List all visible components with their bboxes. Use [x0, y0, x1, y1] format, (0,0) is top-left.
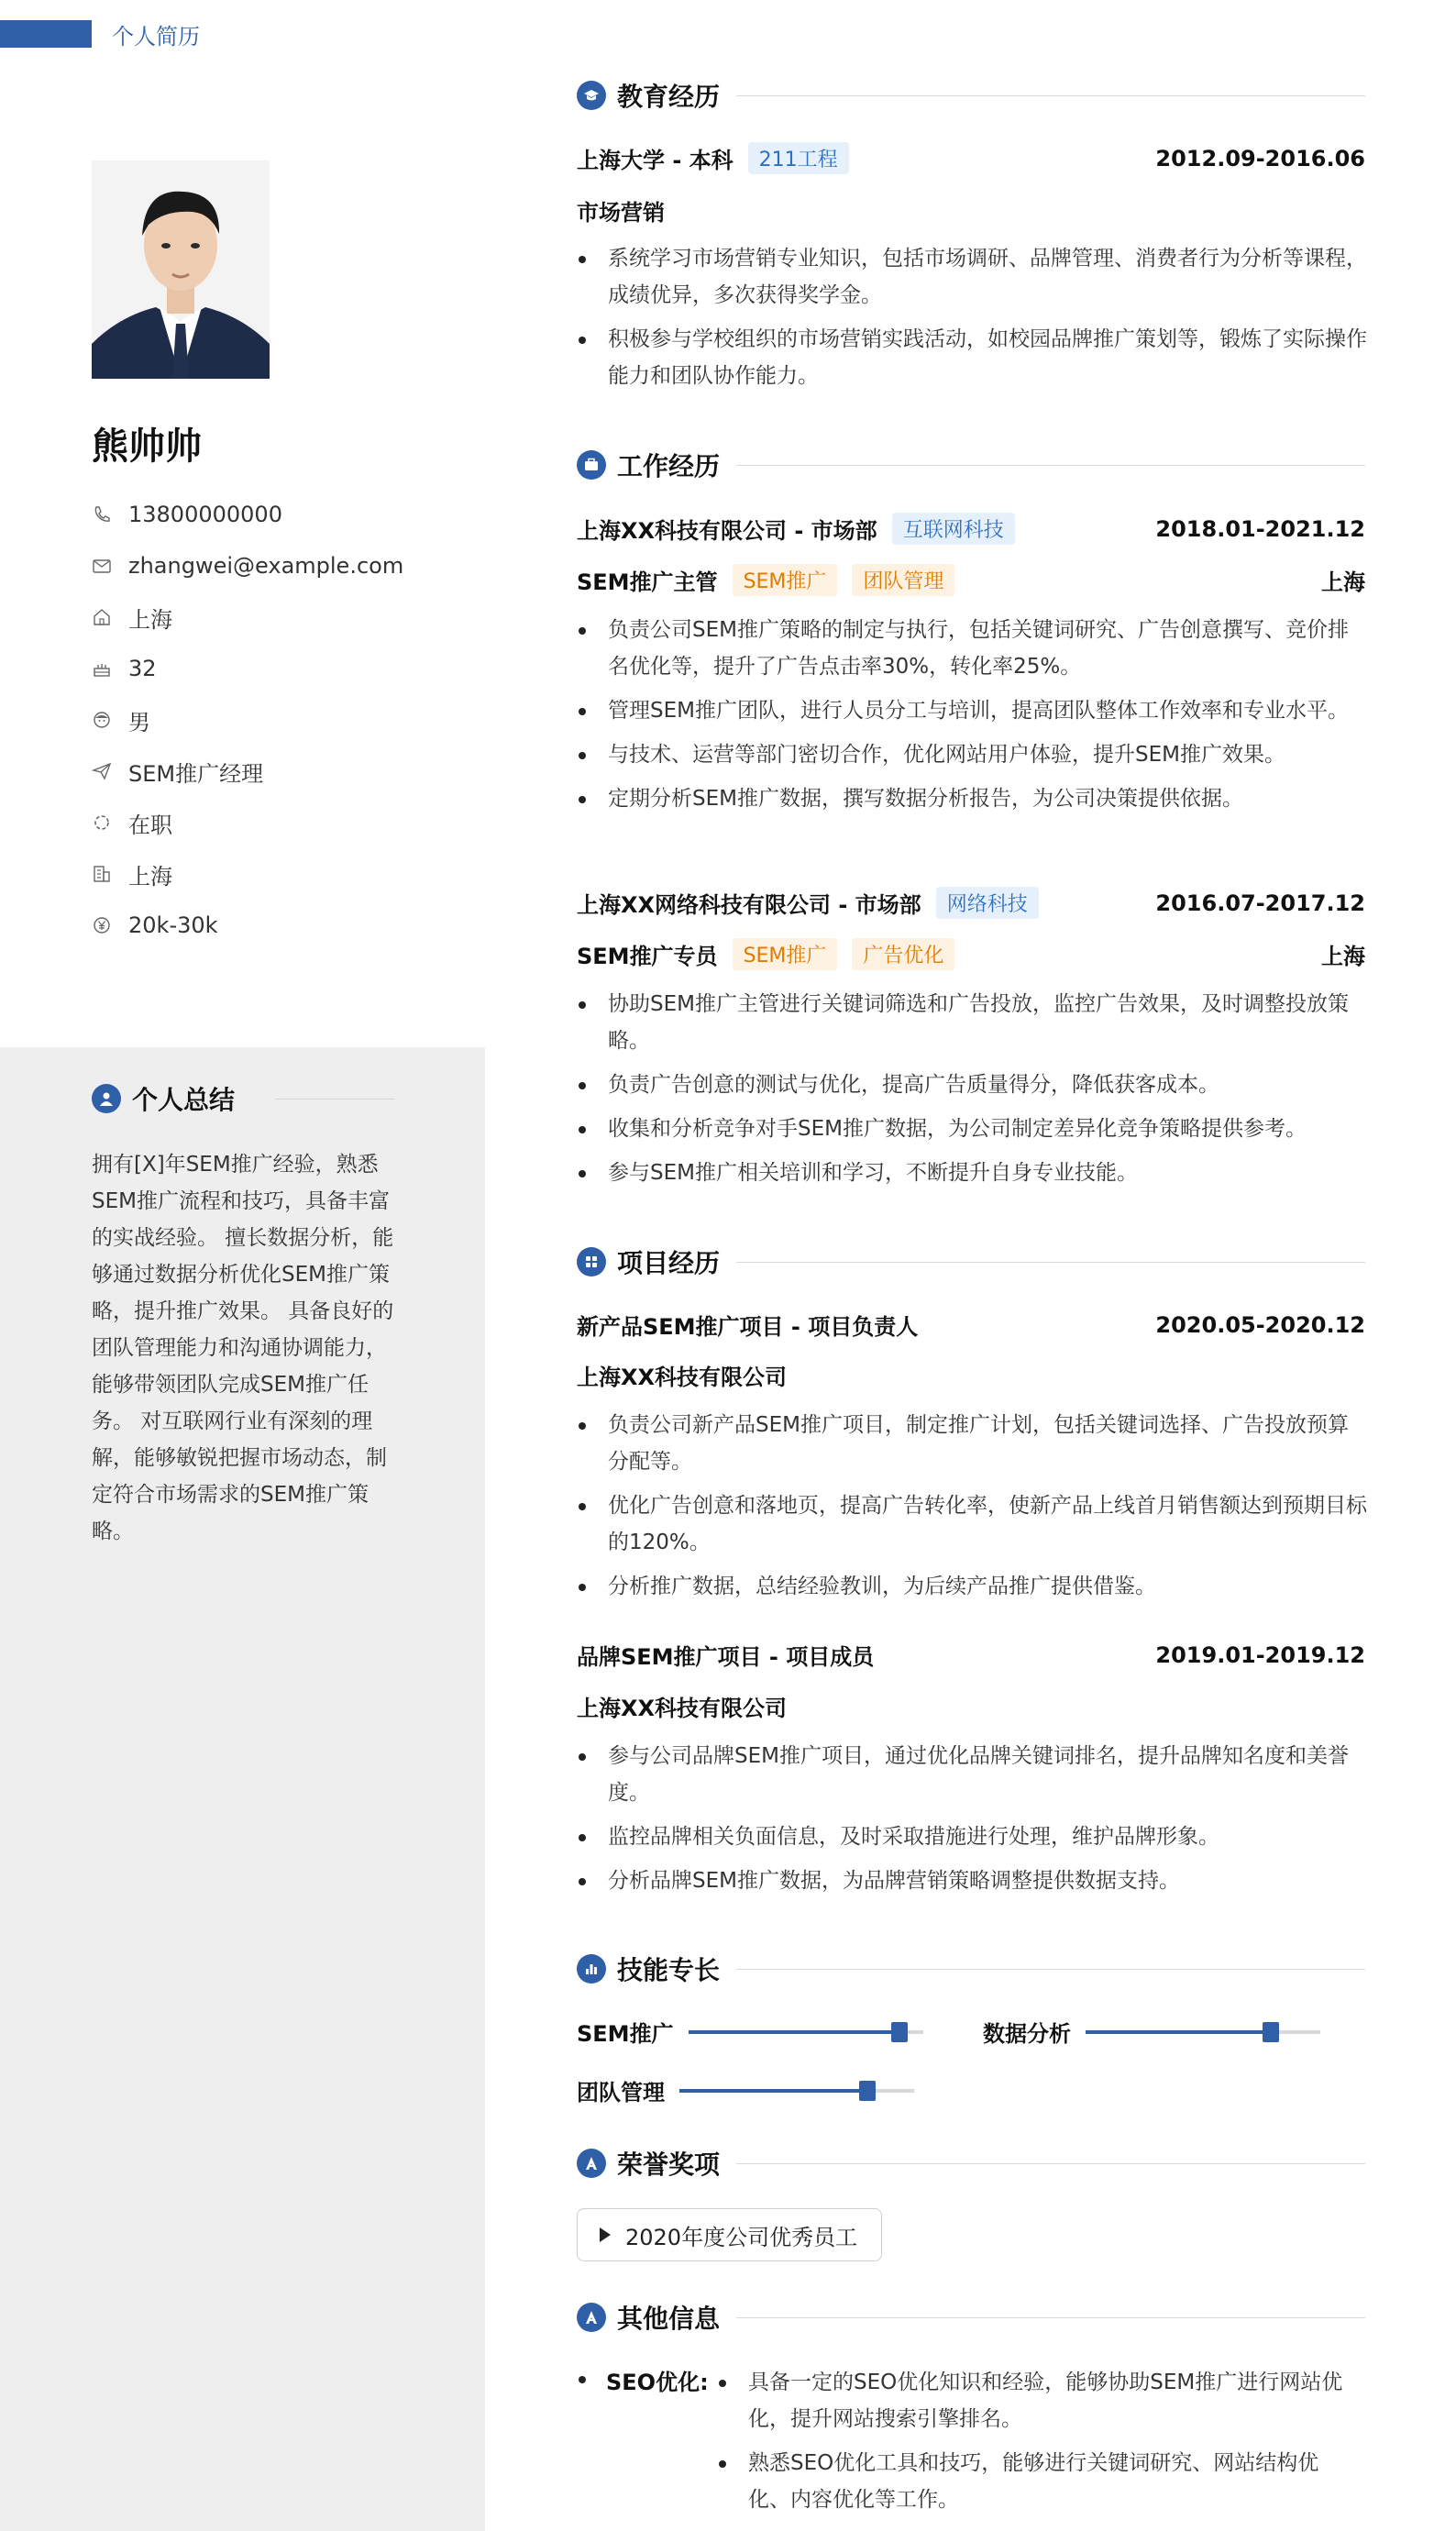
- user-icon: [92, 1084, 121, 1113]
- job-skill-tag: SEM推广: [733, 564, 838, 596]
- education-heading: [577, 77, 1365, 114]
- list-item: 管理SEM推广团队，进行人员分工与培训，提高团队整体工作效率和专业水平。: [577, 692, 1367, 729]
- project-company: 上海XX科技有限公司: [577, 1365, 788, 1390]
- work-title: 工作经历: [617, 451, 721, 481]
- list-item: 优化广告创意和落地页，提高广告转化率，使新产品上线首月销售额达到预期目标的120%。: [577, 1487, 1367, 1561]
- cake-icon: [92, 658, 112, 679]
- list-item: 负责广告创意的测试与优化，提高广告质量得分，降低获客成本。: [577, 1067, 1367, 1103]
- phone-icon: [92, 504, 112, 525]
- school-tag: 211工程: [748, 142, 849, 174]
- job-industry-tag: 互联网科技: [892, 513, 1015, 545]
- skill-bar: [689, 2030, 923, 2034]
- list-item: 负责公司SEM推广策略的制定与执行，包括关键词研究、广告创意撰写、竞价排名优化等，提升了广告点击率30%，转化率25%。: [577, 612, 1367, 685]
- skill-knob: [859, 2081, 876, 2101]
- project-name: 新产品SEM推广项目 - 项目负责人: [577, 1314, 919, 1340]
- play-triangle-icon: [600, 2227, 611, 2242]
- skill-sem: [577, 2016, 923, 2048]
- education-bullets: [577, 240, 1367, 402]
- education-major-row: [577, 194, 1365, 227]
- education-title: 教育经历: [617, 82, 721, 112]
- list-item: 熟悉SEO优化工具和技巧，能够进行关键词研究、网站结构优化、内容优化等工作。: [717, 2445, 1359, 2518]
- section-divider: [736, 465, 1365, 466]
- list-item: 负责公司新产品SEM推广项目，制定推广计划，包括关键词选择、广告投放预算分配等。: [577, 1407, 1367, 1480]
- profile-photo: [92, 160, 270, 379]
- mail-icon: [92, 556, 112, 576]
- award-icon: [577, 2149, 606, 2178]
- gender-text: 男: [128, 709, 150, 735]
- project-name: 品牌SEM推广项目 - 项目成员: [577, 1644, 875, 1670]
- project-period: 2019.01-2019.12: [1155, 1641, 1365, 1668]
- list-item: 收集和分析竞争对手SEM推广数据，为公司制定差异化竞争策略提供参考。: [577, 1111, 1367, 1147]
- job-role: SEM推广专员: [577, 944, 718, 969]
- honors-title: 荣誉奖项: [617, 2150, 721, 2180]
- info-salary: [92, 900, 477, 951]
- skill-team-management: [577, 2074, 914, 2106]
- education-period: 2012.09-2016.06: [1155, 145, 1365, 171]
- document-title: 个人简历: [112, 24, 200, 50]
- list-item: 积极参与学校组织的市场营销实践活动，如校园品牌推广策划等，锻炼了实际操作能力和团队协作能力。: [577, 321, 1367, 394]
- section-divider: [736, 1262, 1365, 1263]
- other-title: 其他信息: [617, 2304, 721, 2334]
- skill-knob: [1263, 2022, 1279, 2042]
- skill-bar: [1086, 2030, 1320, 2034]
- phone-text: 13800000000: [128, 502, 282, 527]
- list-item: 系统学习市场营销专业知识，包括市场调研、品牌管理、消费者行为分析等课程，成绩优异，多次获得奖学金。: [577, 240, 1367, 314]
- status-text: 在职: [128, 812, 172, 838]
- email-text: zhangwei@example.com: [128, 553, 404, 579]
- job-2-role-row: [577, 938, 1365, 970]
- skill-name: 数据分析: [983, 2021, 1071, 2047]
- skills-title: 技能专长: [617, 1955, 721, 1985]
- project-1-bullets: [577, 1407, 1367, 1612]
- summary-title: 个人总结: [132, 1085, 236, 1115]
- job-2-bullets: [577, 986, 1367, 1199]
- job-location: 上海: [1321, 569, 1365, 595]
- job-1-bullets: [577, 612, 1367, 824]
- other-bullets: [717, 2364, 1359, 2525]
- job-company: 上海XX网络科技有限公司 - 市场部: [577, 892, 921, 918]
- honor-text: 2020年度公司优秀员工: [625, 2224, 858, 2250]
- other-heading: [577, 2299, 1365, 2336]
- list-item: 与技术、运营等部门密切合作，优化网站用户体验，提升SEM推广效果。: [577, 736, 1367, 773]
- summary-divider: [275, 1099, 394, 1100]
- info-status: [92, 797, 477, 848]
- honor-item: [577, 2208, 882, 2261]
- section-divider: [736, 2317, 1365, 2318]
- school-name: 上海大学 - 本科: [577, 148, 734, 173]
- list-item: 分析品牌SEM推广数据，为品牌营销策略调整提供数据支持。: [577, 1862, 1367, 1899]
- bar-chart-icon: [577, 1954, 606, 1984]
- info-email: [92, 540, 477, 591]
- job-2-header: [577, 887, 1365, 919]
- info-gender: [92, 694, 477, 746]
- age-text: 32: [128, 656, 157, 681]
- list-item: 协助SEM推广主管进行关键词筛选和广告投放，监控广告效果，及时调整投放策略。: [577, 986, 1367, 1059]
- job-skill-tag: SEM推广: [733, 938, 838, 970]
- summary-text: 拥有[X]年SEM推广经验，熟悉SEM推广流程和技巧，具备丰富的实战经验。 擅长数据分析，能够通过数据分析优化SEM推广策略，提升推广效果。 具备良好的团队管理能力和沟通协调能力，能够带领团队完成SEM推广任务。 对互联网行业有深刻的理解，能够敏锐把握市场动态，制定符合市场需求的SEM推广策略。: [92, 1153, 394, 1543]
- project-company: 上海XX科技有限公司: [577, 1696, 788, 1721]
- building-icon: [92, 864, 112, 884]
- project-period: 2020.05-2020.12: [1155, 1311, 1365, 1338]
- award-icon: [577, 2303, 606, 2332]
- job-1-role-row: [577, 564, 1365, 596]
- section-divider: [736, 95, 1365, 96]
- list-item: 分析推广数据，总结经验教训，为后续产品推广提供借鉴。: [577, 1568, 1367, 1605]
- salary-text: 20k-30k: [128, 912, 218, 938]
- info-age: [92, 643, 477, 694]
- info-city: [92, 848, 477, 900]
- list-item: 参与公司品牌SEM推广项目，通过优化品牌关键词排名，提升品牌知名度和美誉度。: [577, 1738, 1367, 1811]
- graduation-cap-icon: [577, 81, 606, 110]
- projects-heading: [577, 1243, 1365, 1280]
- send-icon: [92, 761, 112, 781]
- list-item: 定期分析SEM推广数据，撰写数据分析报告，为公司决策提供依据。: [577, 780, 1367, 817]
- skill-name: 团队管理: [577, 2080, 665, 2105]
- profile-name: 熊帅帅: [92, 426, 202, 468]
- job-skill-tag: 广告优化: [852, 938, 954, 970]
- education-major: 市场营销: [577, 200, 665, 226]
- briefcase-icon: [577, 450, 606, 480]
- other-label: SEO优化:: [577, 2364, 709, 2396]
- location-text: 上海: [128, 606, 172, 633]
- list-item: 具备一定的SEO优化知识和经验，能够协助SEM推广进行网站优化，提升网站搜索引擎排名。: [717, 2364, 1359, 2437]
- section-divider: [736, 1969, 1365, 1970]
- job-location: 上海: [1321, 944, 1365, 969]
- job-company: 上海XX科技有限公司 - 市场部: [577, 518, 877, 544]
- job-skill-tag: 团队管理: [852, 564, 954, 596]
- person-face-icon: [92, 710, 112, 730]
- home-icon: [92, 607, 112, 627]
- status-ring-icon: [92, 812, 112, 833]
- header-accent-bar: [0, 20, 92, 48]
- job-period: 2018.01-2021.12: [1155, 515, 1365, 542]
- info-phone: [92, 489, 477, 540]
- info-location: [92, 591, 477, 643]
- skill-bar: [679, 2089, 914, 2093]
- work-heading: [577, 447, 1365, 483]
- skill-name: SEM推广: [577, 2021, 674, 2047]
- position-text: SEM推广经理: [128, 760, 264, 787]
- job-period: 2016.07-2017.12: [1155, 890, 1365, 916]
- yuan-coin-icon: [92, 915, 112, 935]
- grid-icon: [577, 1247, 606, 1277]
- skills-heading: [577, 1951, 1365, 1987]
- summary-heading: [92, 1080, 235, 1117]
- job-industry-tag: 网络科技: [936, 887, 1039, 919]
- project-1-company-row: [577, 1359, 1365, 1391]
- skill-knob: [891, 2022, 908, 2042]
- project-1-header: [577, 1309, 1365, 1341]
- project-2-bullets: [577, 1738, 1367, 1907]
- list-item: 参与SEM推广相关培训和学习，不断提升自身专业技能。: [577, 1155, 1367, 1191]
- job-1-header: [577, 513, 1365, 545]
- job-role: SEM推广主管: [577, 569, 718, 595]
- project-2-header: [577, 1639, 1365, 1671]
- education-row: [577, 142, 1365, 174]
- list-item: 监控品牌相关负面信息，及时采取措施进行处理，维护品牌形象。: [577, 1818, 1367, 1855]
- projects-title: 项目经历: [617, 1248, 721, 1278]
- section-divider: [736, 2163, 1365, 2164]
- skill-data-analysis: [983, 2016, 1320, 2048]
- honors-heading: [577, 2145, 1365, 2182]
- city-text: 上海: [128, 863, 172, 890]
- info-position: [92, 746, 477, 797]
- contact-info-list: [92, 489, 477, 951]
- project-2-company-row: [577, 1690, 1365, 1722]
